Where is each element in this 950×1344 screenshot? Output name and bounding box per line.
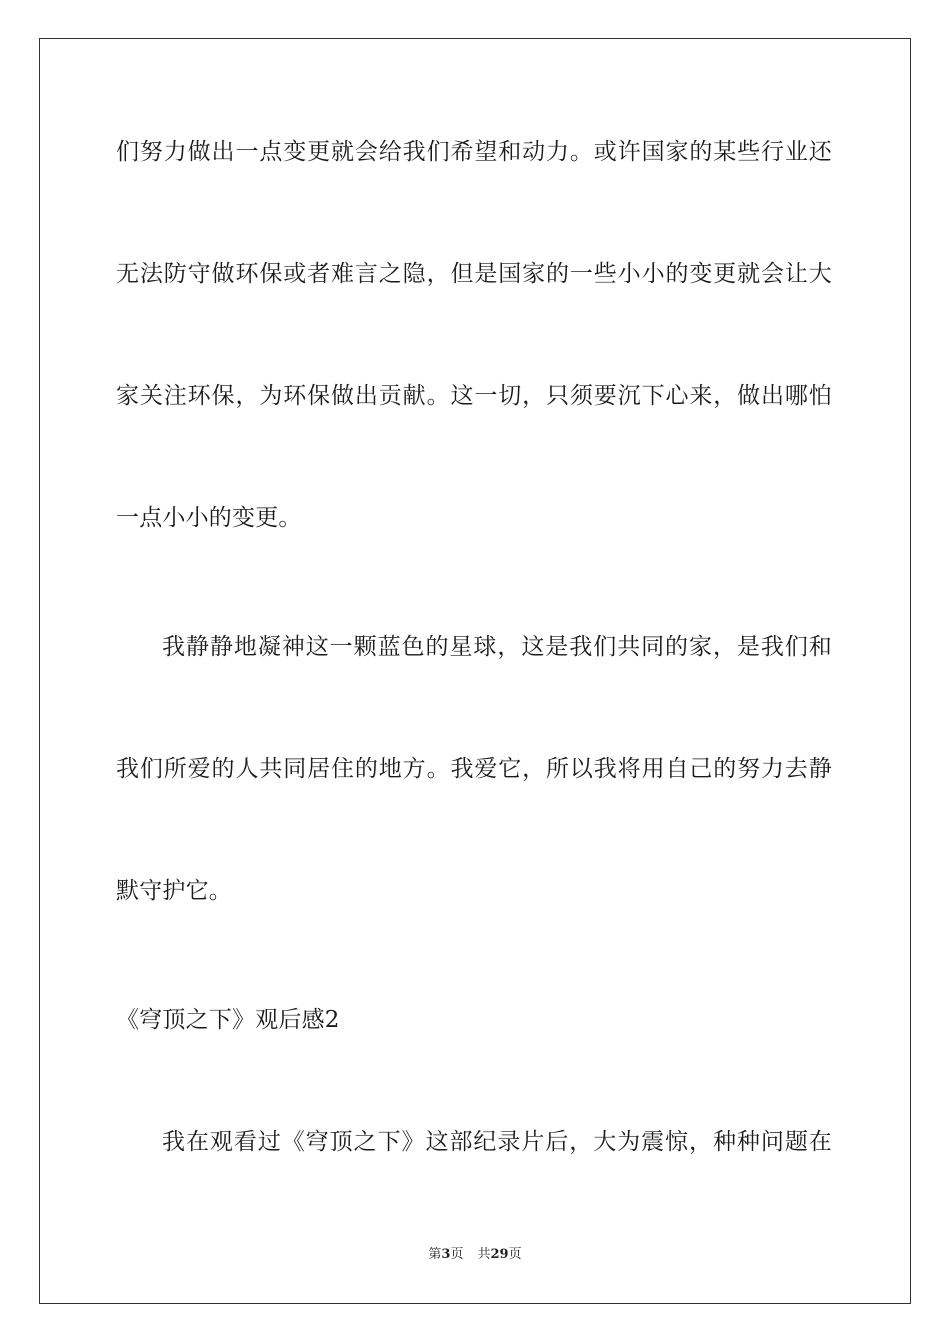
body-text-line: 家关注环保，为环保做出贡献。这一切，只须要沉下心来，做出哪怕 (116, 383, 832, 409)
paragraph-first-line: 我在观看过《穹顶之下》这部纪录片后，大为震惊，种种问题在 (162, 1129, 832, 1155)
body-text-line: 我们所爱的人共同居住的地方。我爱它，所以我将用自己的努力去静 (116, 756, 832, 782)
paragraph-first-line: 我静静地凝神这一颗蓝色的星球，这是我们共同的家，是我们和 (162, 634, 832, 660)
page-frame (39, 38, 911, 1304)
body-text-line: 无法防守做环保或者难言之隐，但是国家的一些小小的变更就会让大 (116, 261, 832, 287)
section-heading: 《穹顶之下》观后感2 (116, 1007, 340, 1033)
footer-total-suffix: 页 (508, 1247, 522, 1262)
body-text-line: 们努力做出一点变更就会给我们希望和动力。或许国家的某些行业还 (116, 139, 832, 165)
footer-total-prefix: 共 (477, 1247, 491, 1262)
body-text-line: 默守护它。 (116, 878, 232, 904)
footer-page-suffix: 页 (450, 1247, 464, 1262)
total-page-count: 29 (490, 1247, 509, 1262)
page-footer (0, 1246, 950, 1264)
footer-prefix: 第 (428, 1247, 442, 1262)
current-page-number: 3 (441, 1247, 451, 1262)
body-text-line: 一点小小的变更。 (116, 505, 302, 531)
